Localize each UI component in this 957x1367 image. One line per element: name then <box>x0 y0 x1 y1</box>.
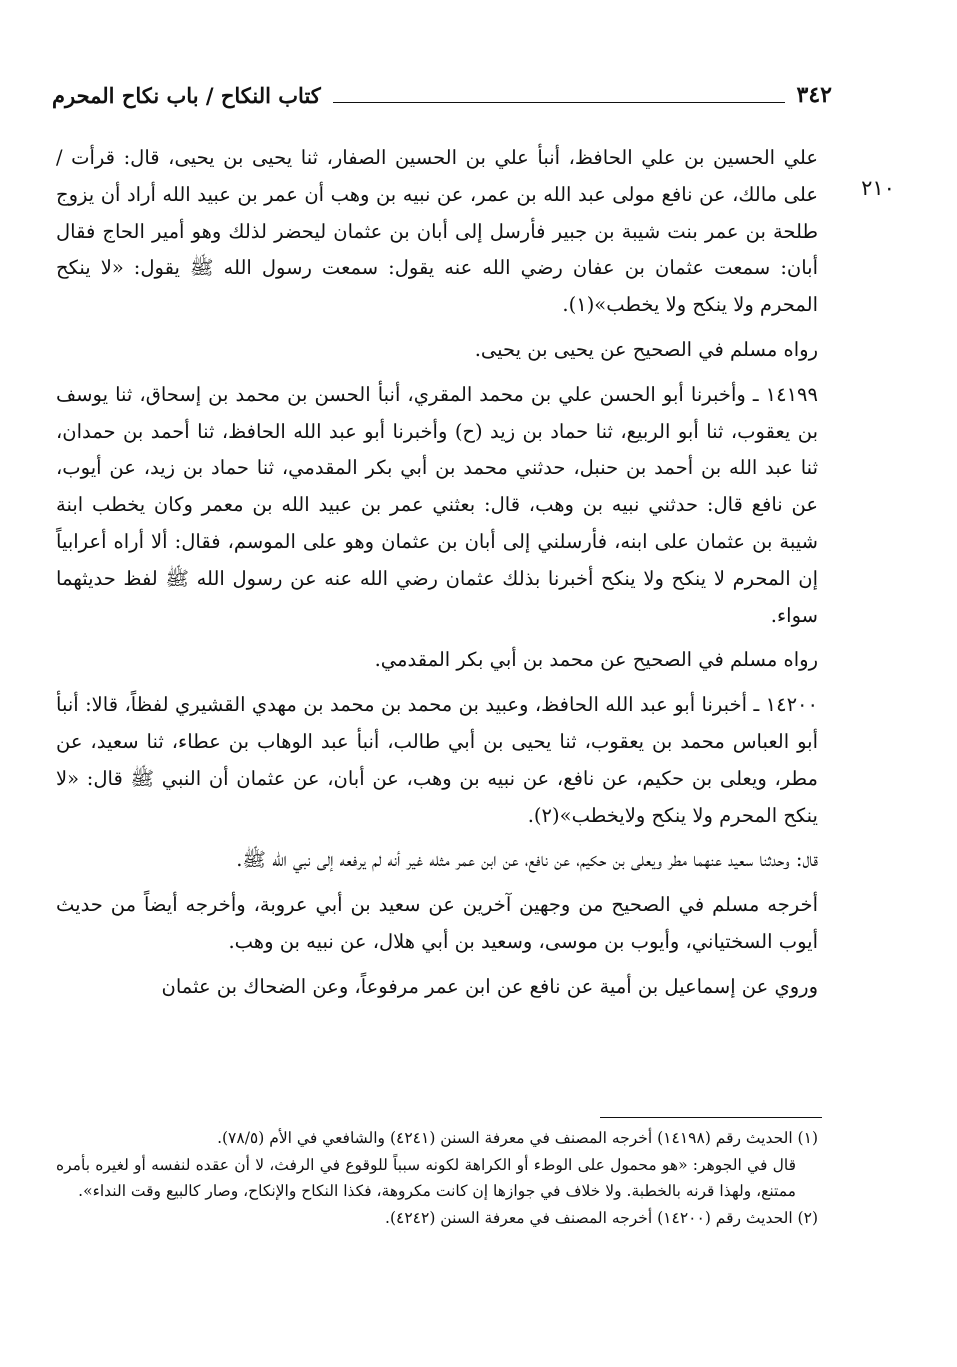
paragraph: قال: وحدثنا سعيد عنهما مطر ويعلى بن حكيم، عن نافع، عن ابن عمر مثله غير أنه لم يرفعه إلى نبي الله ﷺ. <box>236 848 818 872</box>
paragraph: ١٤٢٠٠ ـ أخبرنا أبو عبد الله الحافظ، وعبيد بن محمد بن محمد بن مهدي القشيري لفظاً، قالا: أنبأ أبو العباس محمد بن يعقوب، ثنا يحيى بن أبي طالب، أنبأ عبد الوهاب بن عطاء، ثنا سعيد، عن مطر، ويعلى بن حكيم، عن نافع، عن نبيه بن وهب، عن أبان، عن عثمان أن النبي ﷺ قال: «لا ينكح المحرم ولا ينكح ولايخطب»(٢). <box>56 693 818 827</box>
paragraph: رواه مسلم في الصحيح عن محمد بن أبي بكر المقدمي. <box>374 648 818 672</box>
paragraph: ١٤١٩٩ ـ وأخبرنا أبو الحسن علي بن محمد المقري، أنبأ الحسن بن محمد بن إسحاق، ثنا يوسف بن يعقوب، ثنا أبو الربيع، ثنا حماد بن زيد (ح) وأخبرنا أبو عبد الله الحافظ، ثنا أحمد بن حمدان، ثنا عبد الله بن أحمد بن حنبل، حدثني محمد بن أبي بكر المقدمي، ثنا حماد بن زيد، عن أيوب، عن نافع قال: حدثني نبيه بن وهب، قال: بعثني عمر بن عبيد الله بن معمر وكان يخطب ابنة شيبة بن عثمان على ابنه، فأرسلني إلى أبان بن عثمان وهو على الموسم، فقال: ألا أراه أعرابياً إن المحرم لا ينكح ولا ينكح أخبرنا بذلك عثمان رضي الله عنه عن رسول الله ﷺ لفظ حديثهما سواء. <box>56 382 818 627</box>
running-header <box>52 80 832 110</box>
paragraph: وروي عن إسماعيل بن أمية عن نافع عن ابن عمر مرفوعاً، وعن الضحاك بن عثمان <box>161 974 818 998</box>
header-rule <box>333 88 785 103</box>
page-number: ٣٤٢ <box>796 82 832 108</box>
footnote-divider <box>600 1117 822 1118</box>
chapter-title: كتاب النكاح / باب نكاح المحرم <box>52 82 321 108</box>
margin-page-marker: ٢١٠ <box>861 176 895 200</box>
paragraph: علي الحسين بن علي الحافظ، أنبأ علي بن الحسين الصفار، ثنا يحيى بن يحيى، قال: قرأت / على مالك، عن نافع مولى عبد الله بن عمر، عن نبيه بن وهب أن عمر بن عبيد الله أراد أن يزوج طلحة بن عمر بنت شيبة بن جبير فأرسل إلى أبان بن عثمان ليحضر لذلك وهو أمير الحاج فقال أبان: سمعت عثمان بن عفان رضي الله عنه يقول: سمعت رسول الله ﷺ يقول: «لا ينكح المحرم ولا ينكح ولا يخطب»(١). <box>56 146 818 317</box>
footnote: (٢) الحديث رقم (١٤٢٠٠) أخرجه المصنف في معرفة السنن (٤٢٤٢). <box>385 1208 818 1227</box>
footnote-continuation: قال في الجوهر: «هو محمول على الوطء أو الكراهة لكونه سبباً للوقوع في الرفث، لا أن عقده لنفسه أو لغيره بأمره ممتنع، ولهذا قرنه بالخطبة. ولا خلاف في جوازها إن كانت مكروهة، فكذا النكاح والإنكاح، وصار كالبيع وقت النداء». <box>56 1155 796 1200</box>
paragraph: أخرجه مسلم في الصحيح من وجهين آخرين عن سعيد بن أبي عروبة، وأخرجه أيضاً من حديث أيوب السختياني، وأيوب بن موسى، وسعيد بن أبي هلال، عن نبيه بن وهب. <box>56 893 818 953</box>
footnote: (١) الحديث رقم (١٤١٩٨) أخرجه المصنف في معرفة السنن (٤٢٤١) والشافعي في الأم (٧٨/٥). <box>217 1129 818 1147</box>
main-text <box>56 140 818 1014</box>
footnotes <box>56 1125 818 1231</box>
paragraph: رواه مسلم في الصحيح عن يحيى بن يحيى. <box>474 337 818 361</box>
